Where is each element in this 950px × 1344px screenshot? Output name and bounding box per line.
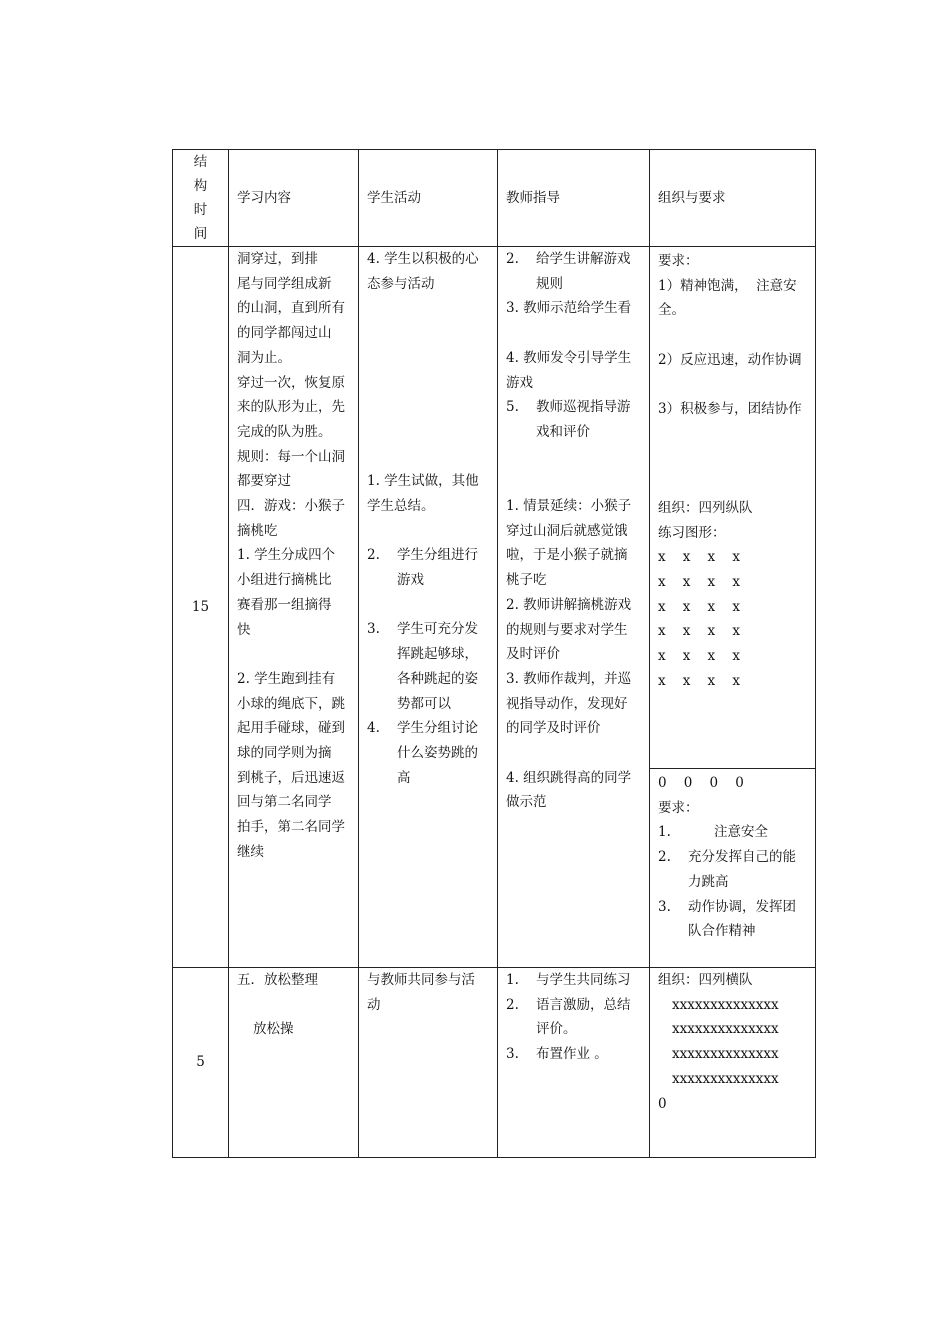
row1-content-line: 穿过一次，恢复原 <box>237 374 345 391</box>
row1-teacher-line: 桃子吃 <box>506 572 547 589</box>
header-teacher: 教师指导 <box>498 150 650 247</box>
row1-student-line: 态参与活动 <box>367 275 435 292</box>
row2-content-line: 放松操 <box>253 1021 294 1038</box>
row1-content-line: 快 <box>237 621 251 638</box>
header-student: 学生活动 <box>359 150 498 247</box>
row2-time: 5 <box>173 968 229 1158</box>
row1-content-line: 的山洞，直到所有 <box>237 300 345 317</box>
org-req-item: 1）精神饱满， 注意安全。 <box>658 277 797 319</box>
org-req2-item: 3. 动作协调，发挥团队合作精神 <box>658 898 796 940</box>
row1-student-item: 4. 学生分组讨论什么姿势跳的高 <box>367 720 478 786</box>
org-zero: 0 <box>658 1095 667 1112</box>
org-grid-row: x x x x <box>658 574 740 591</box>
row2-student-line: 与教师共同参与活 <box>367 972 475 988</box>
row1-teacher-item: 2. 给学生讲解游戏规则 <box>506 251 631 292</box>
row1-org <box>650 247 816 968</box>
header-time: 结构时间 <box>173 150 229 247</box>
org-grid-row: x x x x <box>658 648 740 665</box>
row1-content-line: 小球的绳底下，跳 <box>237 695 345 712</box>
row1-teacher-line: 视指导动作，发现好 <box>506 695 628 712</box>
row1-teacher-line: 4. 教师发令引导学生 <box>506 349 632 366</box>
org-req-item: 2）反应迅速，动作协调 <box>658 351 802 368</box>
org-req-title: 要求： <box>658 253 699 269</box>
table-row <box>173 247 816 968</box>
header-content: 学习内容 <box>229 150 359 247</box>
org-line: xxxxxxxxxxxxxx <box>672 996 779 1013</box>
org-line: xxxxxxxxxxxxxx <box>672 1046 779 1063</box>
row1-time: 15 <box>173 247 229 968</box>
row1-teacher-line: 做示范 <box>506 794 547 811</box>
row1-content-line: 拍手，第二名同学 <box>237 819 345 836</box>
row2-content <box>229 968 359 1158</box>
row1-teacher-line: 穿过山洞后就感觉饿 <box>506 522 628 539</box>
lesson-plan-table <box>172 149 816 1158</box>
org-form: 组织：四列横队 <box>658 972 753 988</box>
org-req-item: 3）积极参与，团结协作 <box>658 401 802 418</box>
row1-teacher-line: 3. 教师作裁判，并巡 <box>506 670 632 687</box>
row1-teacher-line: 游戏 <box>506 374 533 391</box>
row1-content-line: 赛看那一组摘得 <box>237 596 332 613</box>
row1-content-line: 完成的队为胜。 <box>237 423 332 440</box>
row1-student-line: 学生总结。 <box>367 497 435 514</box>
row1-content-line: 球的同学则为摘 <box>237 745 332 762</box>
org-circles: 0 0 0 0 <box>658 775 744 791</box>
org-req2-item: 2. 充分发挥自己的能力跳高 <box>658 849 796 890</box>
row1-content-line: 2. 学生跑到挂有 <box>237 670 336 687</box>
row1-content-line <box>237 642 350 667</box>
row1-content-line: 小组进行摘桃比 <box>237 572 332 589</box>
row2-teacher-item: 1. 与学生共同练习 <box>506 972 631 988</box>
row2-content-line: 五．放松整理 <box>237 972 318 988</box>
row1-content-line: 起用手碰球，碰到 <box>237 720 345 737</box>
row1-student-item: 2. 学生分组进行游戏 <box>367 547 478 589</box>
org-req2-item: 1. 注意安全 <box>658 824 768 841</box>
row1-student-line: 1. 学生试做，其他 <box>367 473 479 490</box>
table-row <box>173 968 816 1158</box>
row1-student <box>359 247 498 968</box>
row1-teacher <box>498 247 650 968</box>
org-grid-row: x x x x <box>658 623 740 640</box>
row1-teacher-line: 啦，于是小猴子就摘 <box>506 547 628 564</box>
row1-content-line: 继续 <box>237 843 264 860</box>
row1-content-line: 都要穿过 <box>237 473 291 490</box>
row1-teacher-line: 的规则与要求对学生 <box>506 621 628 638</box>
row1-teacher-line: 及时评价 <box>506 646 560 663</box>
row1-content-line: 回与第二名同学 <box>237 794 332 811</box>
row2-teacher-item: 2. 语言激励，总结评价。 <box>506 996 631 1038</box>
org-req2-title: 要求： <box>658 799 699 816</box>
row1-teacher-item: 5. 教师巡视指导游戏和评价 <box>506 399 631 440</box>
row1-teacher-line: 3. 教师示范给学生看 <box>506 300 632 317</box>
row1-content-line: 洞为止。 <box>237 349 291 366</box>
row1-content-line: 的同学都闯过山 <box>237 325 332 342</box>
row2-teacher <box>498 968 650 1158</box>
row1-content-line: 尾与同学组成新 <box>237 275 332 292</box>
row1-content-line: 规则：每一个山洞 <box>237 448 345 465</box>
header-org: 组织与要求 <box>650 150 816 247</box>
org-grid-row: x x x x <box>658 549 740 566</box>
row2-student <box>359 968 498 1158</box>
org-line: xxxxxxxxxxxxxx <box>672 1070 779 1087</box>
row2-org <box>650 968 816 1158</box>
org-form: 组织：四列纵队 <box>658 499 753 516</box>
row2-student-line: 动 <box>367 996 381 1013</box>
row1-teacher-line: 的同学及时评价 <box>506 720 601 737</box>
org-figure-label: 练习图形： <box>658 524 726 541</box>
row1-student-line: 4. 学生以积极的心 <box>367 251 479 267</box>
row1-teacher-line: 2. 教师讲解摘桃游戏 <box>506 596 632 613</box>
row1-content <box>229 247 359 968</box>
row1-content-line: 来的队形为止，先 <box>237 399 345 416</box>
org-grid-row: x x x x <box>658 672 740 689</box>
header-row <box>173 150 816 247</box>
row1-content-line: 摘桃吃 <box>237 522 278 539</box>
row1-student-item: 3. 学生可充分发挥跳起够球，各种跳起的姿势都可以 <box>367 621 478 712</box>
row1-content-line: 洞穿过，到排 <box>237 251 318 267</box>
row1-teacher-line: 1. 情景延续：小猴子 <box>506 497 632 514</box>
row1-content-line: 到桃子，后迅速返 <box>237 769 345 786</box>
org-grid-row: x x x x <box>658 598 740 615</box>
row1-teacher-line: 4. 组织跳得高的同学 <box>506 769 632 786</box>
row1-content-line: 1. 学生分成四个 <box>237 547 336 564</box>
row1-content-line: 四．游戏：小猴子 <box>237 498 345 515</box>
row2-teacher-item: 3. 布置作业 。 <box>506 1046 608 1063</box>
org-line: xxxxxxxxxxxxxx <box>672 1021 779 1038</box>
